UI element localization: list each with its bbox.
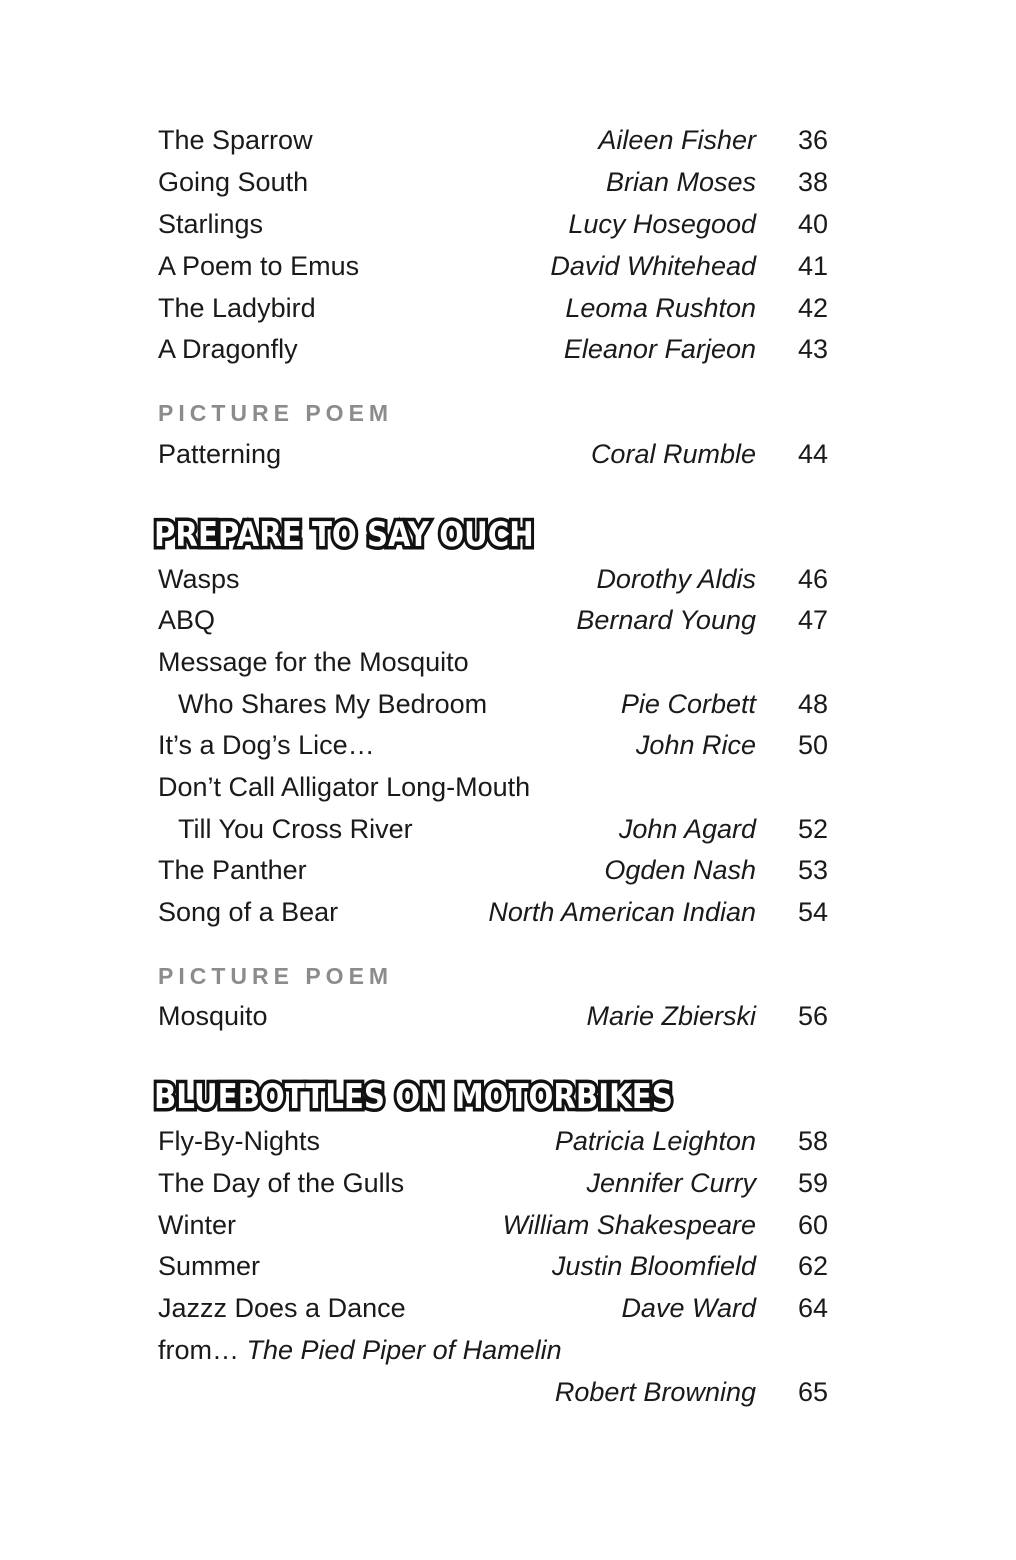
poem-author: Marie Zbierski (586, 1001, 756, 1031)
poem-author: Leoma Rushton (565, 293, 756, 323)
poem-author: Coral Rumble (590, 439, 756, 469)
poem-title: Patterning (158, 439, 282, 469)
title-italic: The Pied Piper of Hamelin (246, 1335, 562, 1365)
poem-title: Don’t Call Alligator Long-Mouth (158, 772, 531, 802)
poem-title: The Day of the Gulls (158, 1168, 405, 1198)
poem-title: Till You Cross River (178, 814, 413, 844)
poem-title: Summer (158, 1251, 261, 1281)
poem-author: Jennifer Curry (586, 1168, 756, 1198)
poem-title: Starlings (158, 209, 264, 239)
poem-author: John Rice (635, 730, 756, 760)
toc-entry (158, 1163, 828, 1203)
page-number: 48 (797, 689, 828, 719)
page-number: 50 (797, 730, 828, 760)
toc-entry (158, 1372, 828, 1412)
section-heading: BLUEBOTTLES ON MOTORBIKES (154, 1077, 673, 1117)
section-heading: PREPARE TO SAY OUCH (154, 515, 534, 555)
page-number: 46 (797, 564, 828, 594)
toc-entry (158, 120, 828, 160)
toc-entry (158, 892, 828, 932)
poem-title: The Sparrow (158, 125, 313, 155)
picture-poem-label: PICTURE POEM (158, 963, 394, 989)
poem-author: Lucy Hosegood (568, 209, 756, 239)
toc-entry (158, 809, 828, 849)
page-number: 65 (797, 1377, 828, 1407)
toc-entry (158, 600, 828, 640)
poem-author: Ogden Nash (604, 855, 756, 885)
toc-entry (158, 684, 828, 724)
poem-author: William Shakespeare (502, 1210, 756, 1240)
poem-title: The Panther (158, 855, 307, 885)
page-number: 60 (797, 1210, 828, 1240)
page-number: 41 (797, 251, 828, 281)
poem-title: Who Shares My Bedroom (178, 689, 488, 719)
toc-entry (158, 1246, 828, 1286)
poem-author: Aileen Fisher (598, 125, 756, 155)
poem-title: The Ladybird (158, 293, 316, 323)
poem-title: Song of a Bear (158, 897, 339, 927)
poem-title: ABQ (158, 605, 216, 635)
toc-entry (158, 246, 828, 286)
poem-author: Justin Bloomfield (551, 1251, 756, 1281)
poem-title (158, 1330, 562, 1370)
page-number: 59 (797, 1168, 828, 1198)
toc-entry (158, 559, 828, 599)
title-prefix: from… (158, 1335, 247, 1365)
toc-entry (158, 434, 828, 474)
page-number: 43 (797, 334, 828, 364)
poem-title: Going South (158, 167, 309, 197)
picture-poem-label: PICTURE POEM (158, 400, 394, 426)
poem-title: Winter (158, 1210, 237, 1240)
poem-author: David Whitehead (550, 251, 756, 281)
poem-title: It’s a Dog’s Lice… (158, 730, 375, 760)
toc-entry (158, 996, 828, 1036)
poem-author: North American Indian (488, 897, 756, 927)
poem-author: Eleanor Farjeon (563, 334, 756, 364)
poem-author: Brian Moses (605, 167, 756, 197)
toc-entry (158, 767, 828, 807)
page-number: 58 (797, 1126, 828, 1156)
toc-entry (158, 642, 828, 682)
page-number: 64 (797, 1293, 828, 1323)
page-number: 47 (797, 605, 828, 635)
toc-entry (158, 850, 828, 890)
toc-entry (158, 204, 828, 244)
poem-author: Dorothy Aldis (596, 564, 756, 594)
poem-author: Patricia Leighton (554, 1126, 756, 1156)
poem-title: Fly-By-Nights (158, 1126, 321, 1156)
poem-title: Wasps (158, 564, 240, 594)
toc-entry (158, 725, 828, 765)
page-number: 56 (797, 1001, 828, 1031)
page-number: 42 (797, 293, 828, 323)
page-number: 44 (797, 439, 828, 469)
toc-entry (158, 288, 828, 328)
poem-title: Message for the Mosquito (158, 647, 469, 677)
page-number: 40 (797, 209, 828, 239)
page-number: 52 (797, 814, 828, 844)
poem-title: A Poem to Emus (158, 251, 360, 281)
poem-author: Bernard Young (576, 605, 756, 635)
page-number: 54 (797, 897, 828, 927)
page-number: 62 (797, 1251, 828, 1281)
page-number: 53 (797, 855, 828, 885)
toc-entry (158, 1121, 828, 1161)
toc-entry (158, 1330, 828, 1370)
page-number: 36 (797, 125, 828, 155)
poem-title: Jazzz Does a Dance (158, 1293, 406, 1323)
toc-entry (158, 162, 828, 202)
poem-author: Pie Corbett (620, 689, 756, 719)
toc-entry (158, 329, 828, 369)
page-number: 38 (797, 167, 828, 197)
poem-author: Dave Ward (621, 1293, 756, 1323)
toc-entry (158, 1205, 828, 1245)
poem-title: A Dragonfly (158, 334, 298, 364)
poem-author: John Agard (618, 814, 756, 844)
poem-title: Mosquito (158, 1001, 268, 1031)
toc-entry (158, 1288, 828, 1328)
poem-author: Robert Browning (554, 1377, 756, 1407)
